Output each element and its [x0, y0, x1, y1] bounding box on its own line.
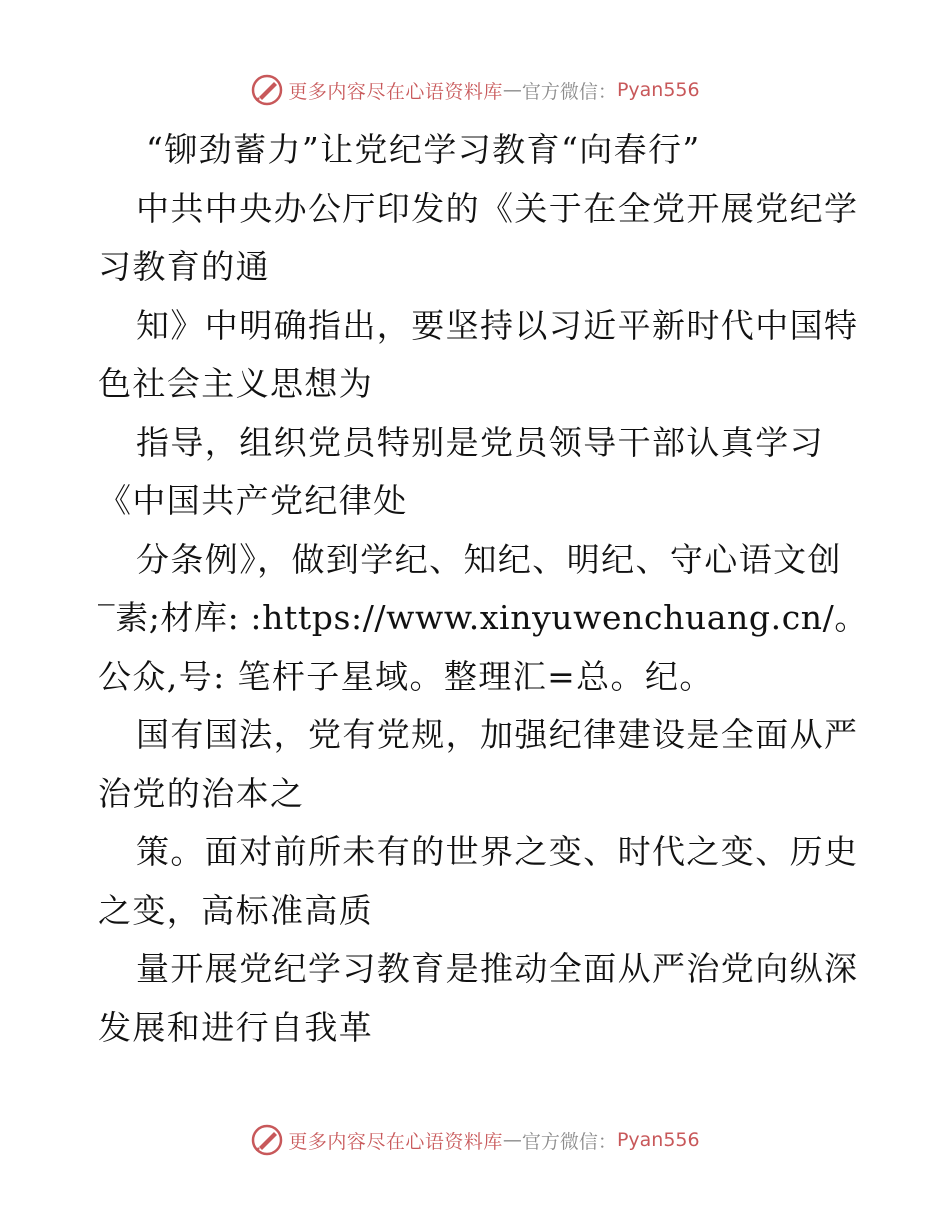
paragraph-line: 之变，高标准高质 [98, 890, 374, 930]
document-title: “铆劲蓄力”让党纪学习教育“向春行” [146, 130, 701, 169]
paragraph-line: 量开展党纪学习教育是推动全面从严治党向纵深 [136, 949, 859, 988]
source-url-line: ‾素;材库: :https://www.xinyuwenchuang.cn/。 [98, 598, 868, 637]
banner-wechat-id: Pyan556 [616, 79, 700, 101]
paragraph-line: 国有国法，党有党规，加强纪律建设是全面从严 [136, 715, 859, 754]
paragraph-line: 策。面对前所未有的世界之变、时代之变、历史 [136, 832, 859, 871]
paragraph-line: 知》中明确指出，要坚持以习近平新时代中国特 [136, 305, 859, 345]
footer-watermark-banner [0, 1120, 950, 1160]
paragraph-line: 公众,号: 笔杆子星域。整理汇=总。纪。 [98, 656, 714, 696]
header-watermark-banner [0, 70, 950, 110]
banner-wechat-id: Pyan556 [616, 1129, 700, 1151]
banner-site-text: 更多内容尽在心语资料库 [288, 1130, 503, 1153]
red-seal-logo-icon [250, 1123, 284, 1157]
paragraph-line: 分条例》，做到学纪、知纪、明纪、守心语文创 [136, 539, 842, 579]
paragraph-line: 治党的治本之 [98, 773, 305, 813]
paragraph-line: 中共中央办公厅印发的《关于在全党开展党纪学 [136, 188, 859, 228]
paragraph-line: 习教育的通 [98, 247, 270, 286]
banner-wechat-label: 官方微信： [521, 80, 617, 103]
banner-dash: — [502, 79, 522, 101]
paragraph-line: 指导，组织党员特别是党员领导干部认真学习 [136, 422, 824, 462]
paragraph-line: 发展和进行自我革 [98, 1007, 374, 1047]
paragraph-line: 《中国共产党纪律处 [98, 481, 408, 520]
red-seal-logo-icon [250, 73, 284, 107]
document-body [98, 121, 868, 1057]
paragraph-line: 色社会主义思想为 [98, 364, 374, 403]
banner-site-text: 更多内容尽在心语资料库 [288, 80, 503, 103]
banner-wechat-label: 官方微信： [521, 1130, 617, 1153]
banner-dash: — [502, 1129, 522, 1151]
